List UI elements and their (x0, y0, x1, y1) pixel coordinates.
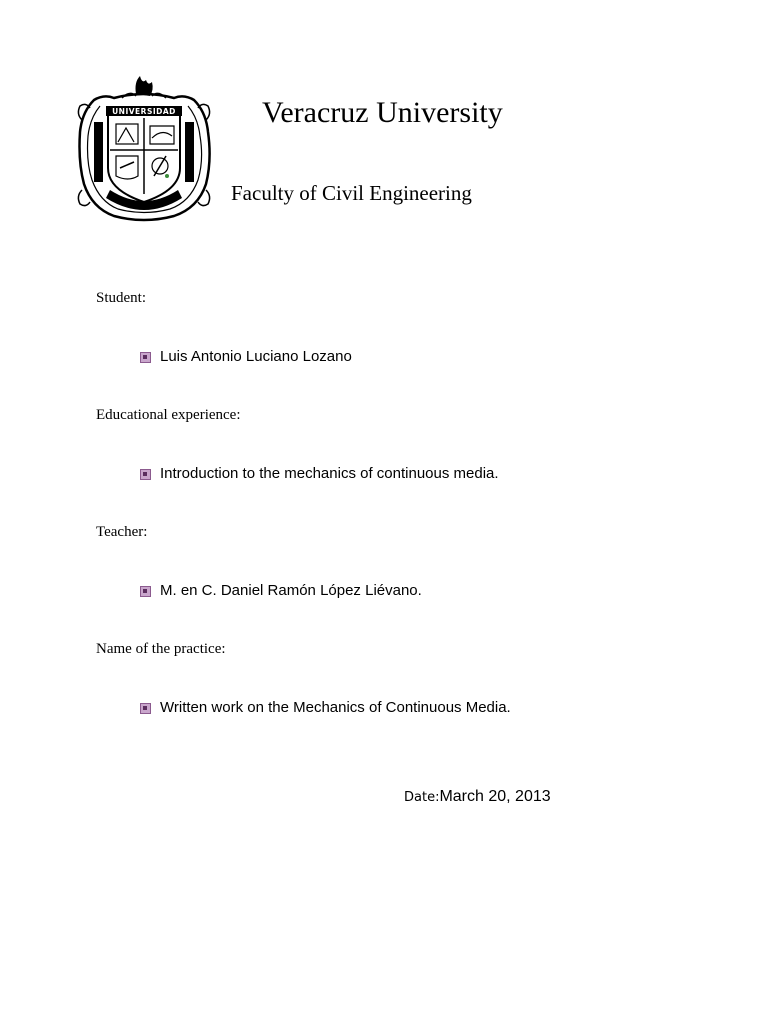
student-label: Student: (96, 290, 147, 306)
university-title: Veracruz University (262, 96, 503, 129)
student-value: Luis Antonio Luciano Lozano (160, 348, 352, 365)
svg-text:UNIVERSIDAD: UNIVERSIDAD (112, 107, 176, 116)
square-bullet-icon (140, 352, 151, 363)
university-seal-icon (74, 72, 214, 224)
practice-item (140, 697, 511, 719)
teacher-label: Teacher: (96, 524, 148, 540)
experience-label: Educational experience: (96, 407, 241, 423)
student-item (140, 346, 352, 368)
teacher-value: M. en C. Daniel Ramón López Liévano. (160, 582, 422, 599)
date-value: March 20, 2013 (439, 788, 551, 805)
square-bullet-icon (140, 703, 151, 714)
experience-item (140, 463, 499, 485)
date-label: Date: (404, 790, 440, 805)
square-bullet-icon (140, 469, 151, 480)
practice-label: Name of the practice: (96, 641, 226, 657)
teacher-item (140, 580, 422, 602)
practice-value: Written work on the Mechanics of Continuous Media. (160, 699, 511, 716)
faculty-subtitle: Faculty of Civil Engineering (231, 181, 472, 205)
experience-value: Introduction to the mechanics of continuous media. (160, 465, 499, 482)
square-bullet-icon (140, 586, 151, 597)
date-line (404, 788, 551, 806)
